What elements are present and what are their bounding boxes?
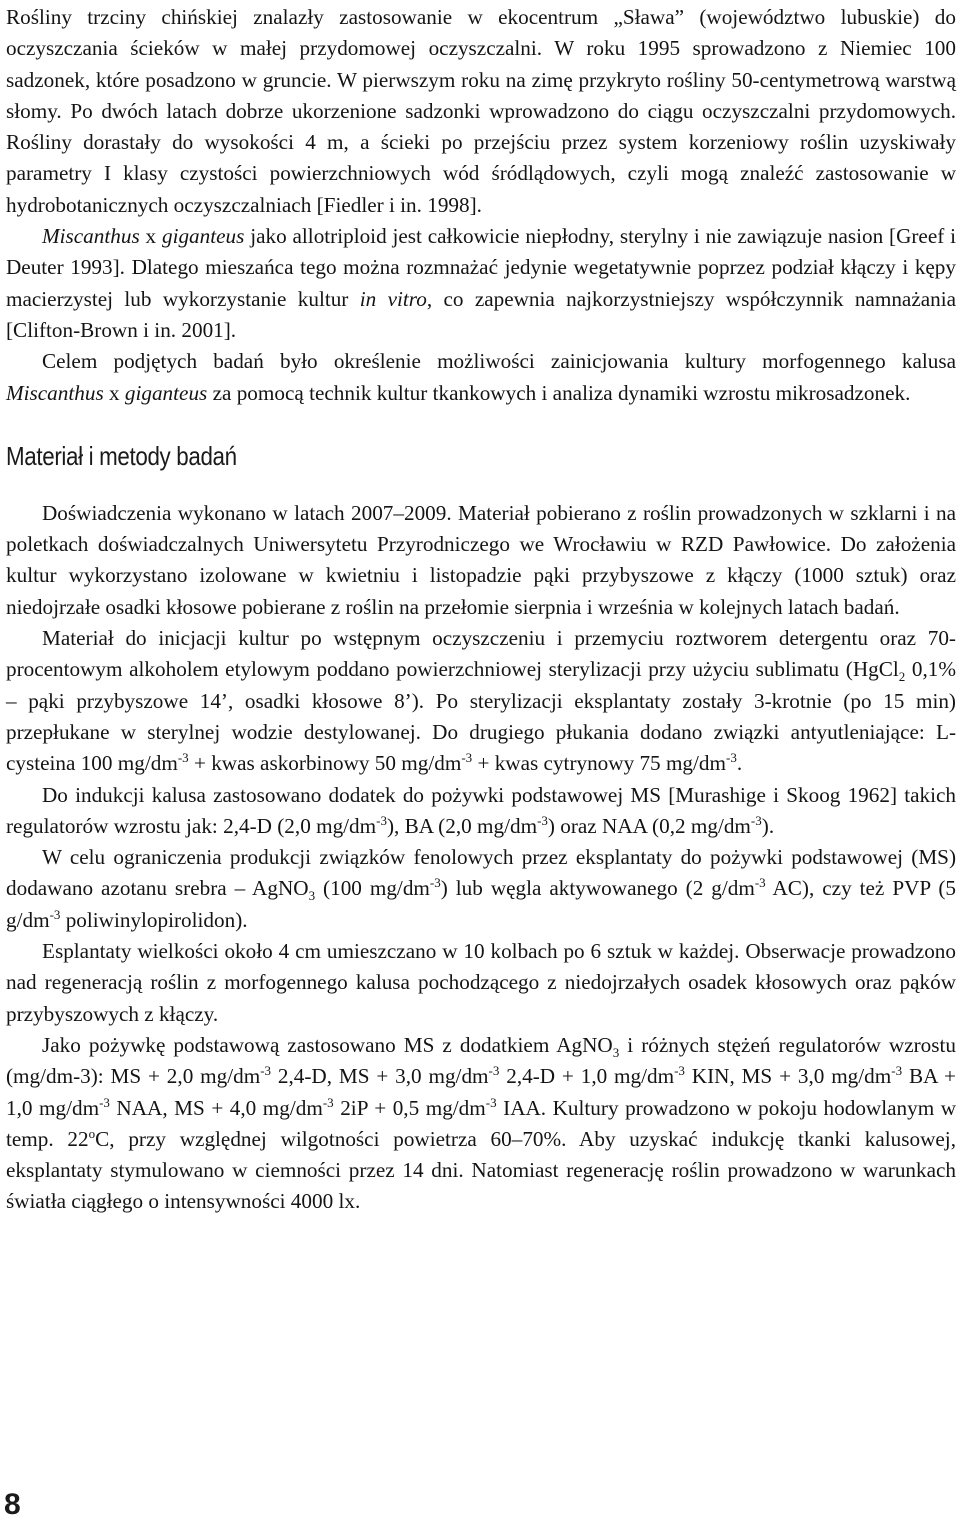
methods-paragraph-4: W celu ograniczenia produkcji związków fenolowych przez eksplantaty do pożywki podstawowej (MS) dodawano azotanu srebra – AgNO$_3$ (100 $mg/dm^{-3}$) lub węgla aktywowanego (2 $g/dm^{-3}$ AC), czy też PVP (5 $g/dm^{-3}$ poliwinylopirolidon). [6, 845, 957, 932]
species-epithet: giganteus [161, 224, 245, 249]
page-number: 8 [4, 1488, 21, 1521]
intro-paragraph-3: Celem podjętych badań było określenie możliwości zainicjowania kultury morfogennego kalusa Miscanthus x giganteus za pomocą technik kultur tkankowych i analiza dynamiki wzrostu mikrosadzonek. [6, 349, 956, 405]
section-heading: Materiał i metody badań [6, 440, 237, 471]
methods-paragraph-5: Esplantaty wielkości około 4 cm umieszczano w 10 kolbach po 6 sztuk w każdej. Obserwacje prowadzono nad regeneracją roślin z morfogennego kalusa pochodzącego z niedojrzałych osadek kłosowych oraz pąków przybyszowych z kłączy. [6, 939, 956, 1026]
methods-paragraph-3: Do indukcji kalusa zastosowano dodatek do pożywki podstawowej MS [Murashige i Skoog 1962] takich regulatorów wzrostu jak: 2,4-D (2,0 $mg/dm^{-3}$), BA (2,0 $mg/dm^{-3}$) oraz NAA (0,2 $mg/dm^{-3}$). [6, 782, 956, 838]
methods-paragraph-6: Jako pożywkę podstawową zastosowano MS z dodatkiem AgNO$_3$ i różnych stężeń regulatorów wzrostu (mg/dm-3): MS + 2,0 $mg/dm^{-3}$ 2,4-D, MS + 3,0 $mg/dm^{-3}$ 2,4-D + 1,0 $mg/dm^{-3}$ KIN, MS + 3,0 $mg/dm^{-3}$ BA + 1,0 $mg/dm^{-3}$ NAA, MS + 4,0 $mg/dm^{-3}$ 2iP + 0,5 $mg/dm^{-3}$ IAA. Kultury prowadzono w pokoju hodowlanym w temp. 22$^o$C, przy względnej wilgotności powietrza 60–70%. Aby uzyskać indukcję tkanki kalusowej, eksplantaty stymulowano w ciemności przez 14 dni. Natomiast regenerację roślin prowadzono w warunkach światła ciągłego o intensywności 4000 lx. [6, 1032, 957, 1214]
species-genus: Miscanthus [6, 380, 104, 405]
species-genus: Miscanthus [42, 224, 140, 249]
methods-paragraph-1: Doświadczenia wykonano w latach 2007–2009. Materiał pobierano z roślin prowadzonych w szklarni i na poletkach doświadczalnych Uniwersytetu Przyrodniczego we Wrocławiu w RZD Pawłowice. Do założenia kultur wykorzystano izolowane w kwietniu i listopadzie pąki przybyszowe z kłączy (1000 sztuk) oraz niedojrzałe osadki kłosowe pobierane z roślin na przełomie sierpnia i września w kolejnych latach badań. [6, 500, 956, 619]
in-vitro-term: in vitro [359, 286, 427, 311]
intro-paragraph-2: Miscanthus x giganteus jako allotriploid jest całkowicie niepłodny, sterylny i nie zawiązuje nasion [Greef i Deuter 1993]. Dlatego mieszańca tego można rozmnażać jedynie wegetatywnie poprzez podział kłączy i kępy macierzystej lub wykorzystanie kultur in vitro, co zapewnia najkorzystniejszy współczynnik namnażania [Clifton-Brown i in. 2001]. [6, 224, 957, 342]
page-body [6, 2, 956, 1218]
species-epithet: giganteus [124, 380, 208, 405]
intro-paragraph-1: Rośliny trzciny chińskiej znalazły zastosowanie w ekocentrum „Sława” (województwo lubuskie) do oczyszczania ścieków w małej przydomowej oczyszczalni. W roku 1995 sprowadzono z Niemiec 100 sadzonek, które posadzono w gruncie. W pierwszym roku na zimę przykryto rośliny 50-centymetrową warstwą słomy. Po dwóch latach dobrze ukorzenione sadzonki wprowadzono do ciągu oczyszczalni przydomowych. Rośliny dorastały do wysokości 4 m, a ścieki po przejściu przez system korzeniowy roślin uzyskiwały parametry I klasy czystości powierzchniowych wód śródlądowych, czyli mogą znaleźć zastosowanie w hydrobotanicznych oczyszczalniach [Fiedler i in. 1998]. [6, 5, 956, 217]
methods-paragraph-2: Materiał do inicjacji kultur po wstępnym oczyszczeniu i przemyciu roztworem detergentu oraz 70-procentowym alkoholem etylowym poddano powierzchniowej sterylizacji przy użyciu sublimatu (HgCl$_2$ 0,1% – pąki przybyszowe 14’, osadki kłosowe 8’). Po sterylizacji eksplantaty zostały 3-krotnie (po 15 min) przepłukane w sterylnej wodzie destylowanej. Do drugiego płukania dodano związki antyutleniające: L-cysteina 100 $mg/dm^{-3}$ + kwas askorbinowy 50 $mg/dm^{-3}$ + kwas cytrynowy 75 $mg/dm^{-3}$. [6, 626, 956, 776]
